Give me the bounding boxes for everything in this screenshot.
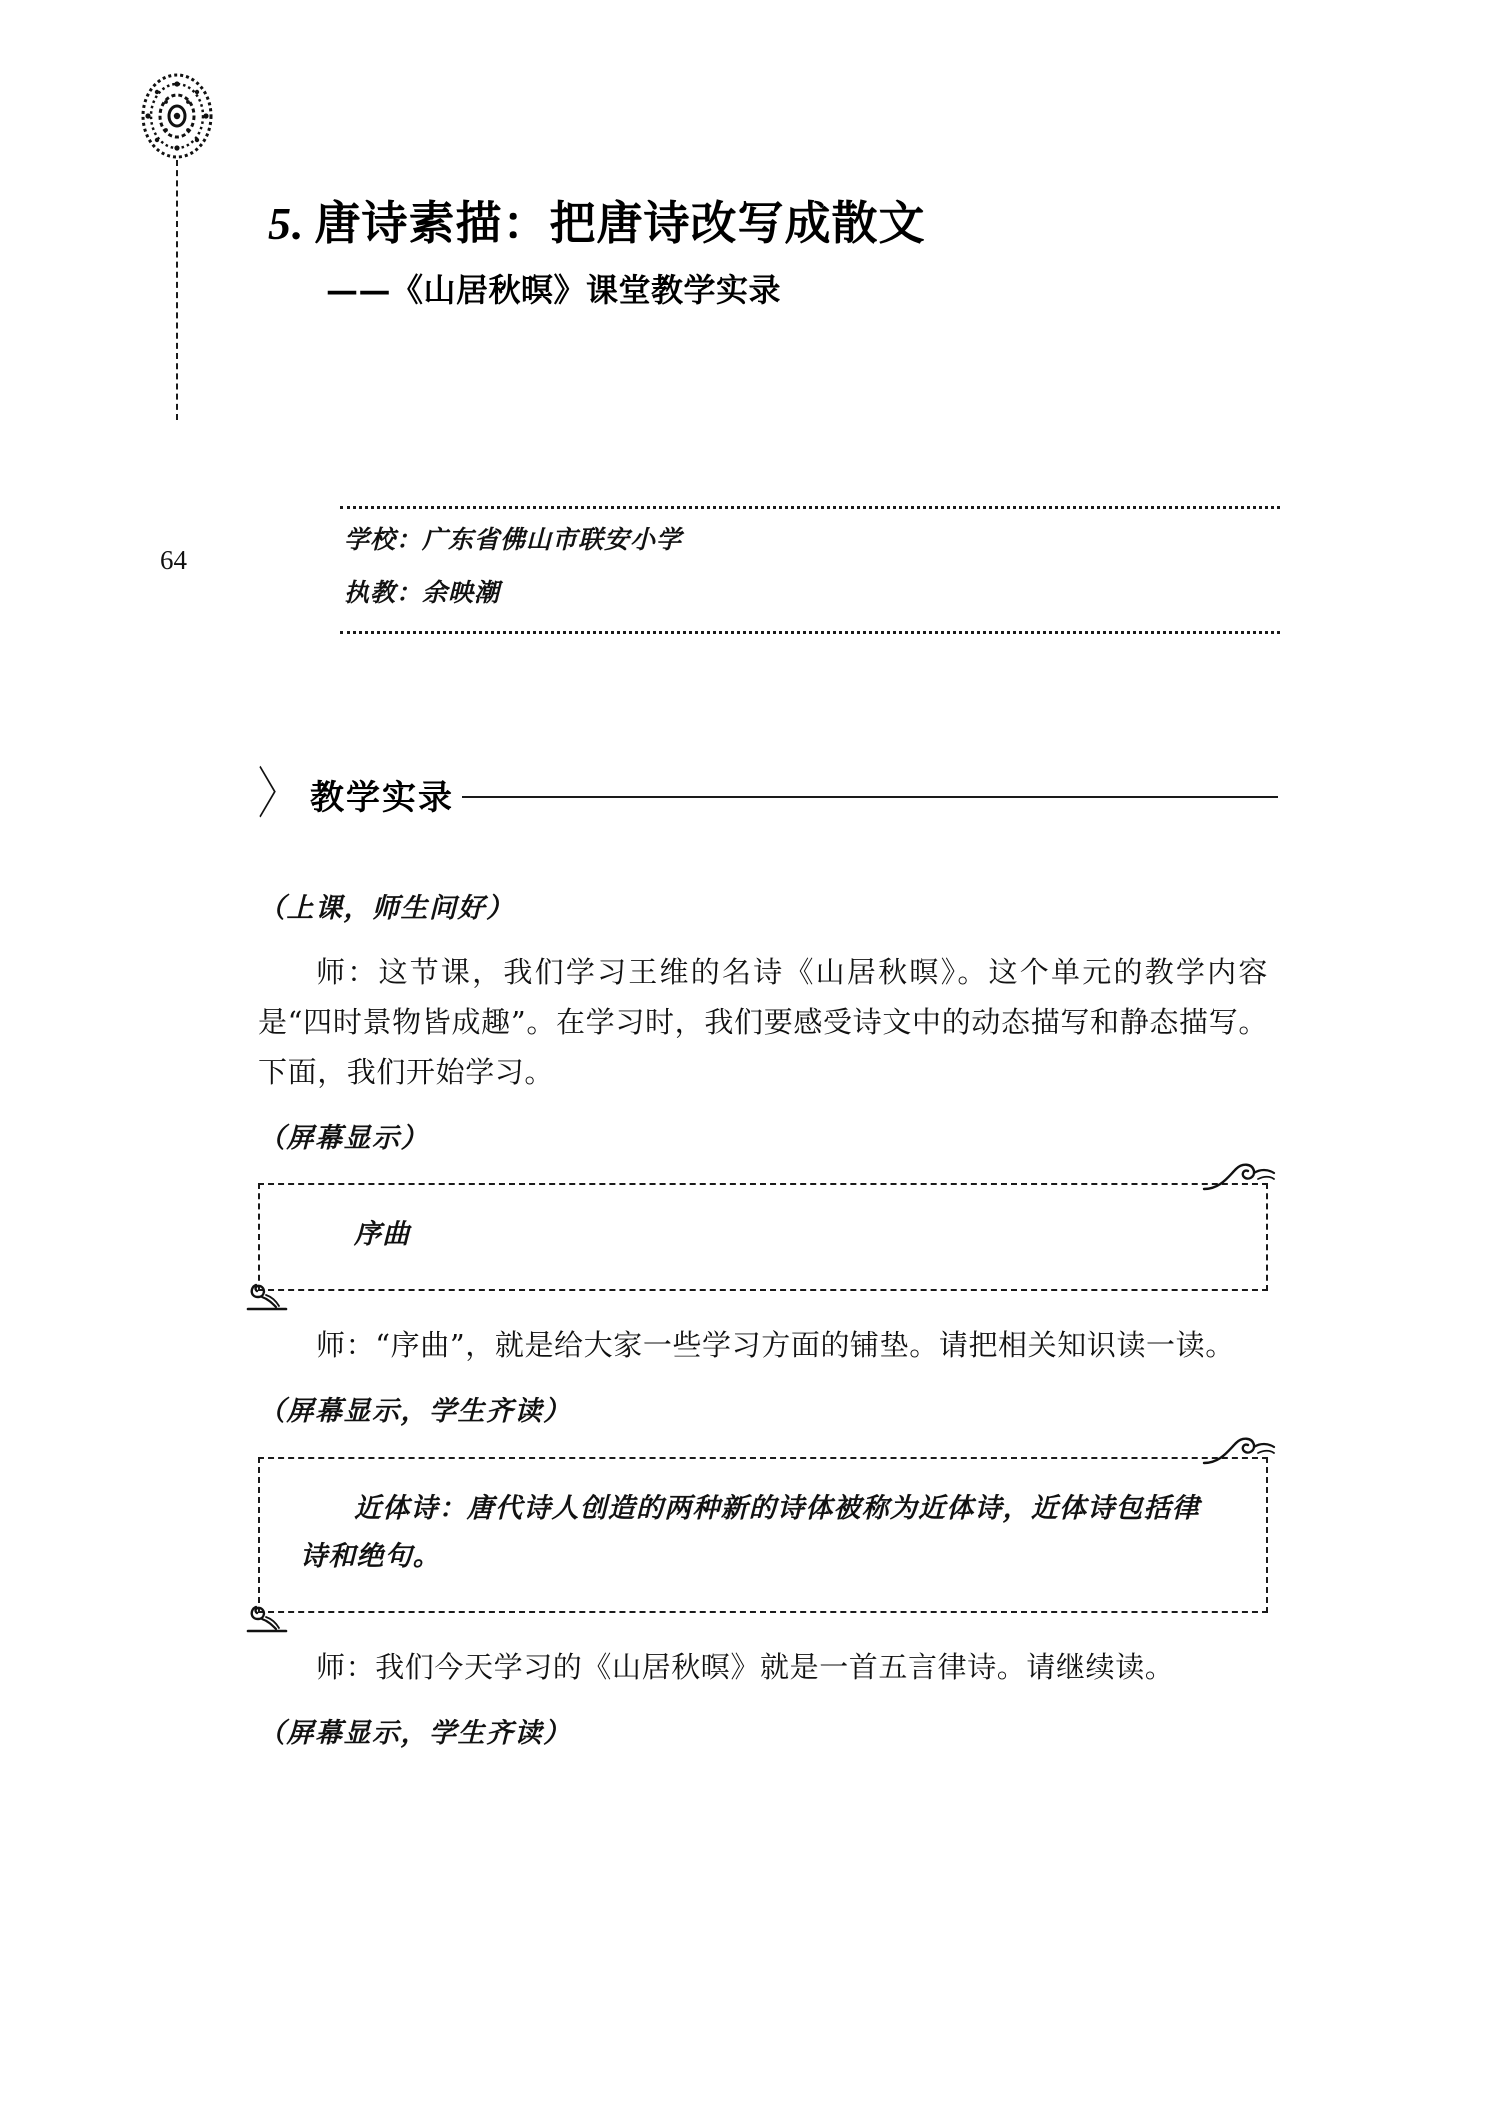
screen-display-box — [258, 1457, 1268, 1613]
stage-direction: （屏幕显示） — [258, 1122, 429, 1154]
speech-paragraph: 师：我们今天学习的《山居秋暝》就是一首五言律诗。请继续读。 — [316, 1650, 1175, 1685]
lesson-meta — [340, 506, 1280, 634]
lesson-transcript — [258, 886, 1268, 1773]
stage-direction: （屏幕显示，学生齐读） — [258, 1396, 572, 1428]
section-heading — [258, 764, 1278, 825]
corner-flourish-icon — [246, 1595, 320, 1635]
page-number: 64 — [160, 545, 187, 575]
screen-display-box — [258, 1183, 1268, 1291]
decorative-dashed-spine — [176, 160, 178, 420]
chapter-number: 5. — [268, 198, 305, 249]
section-heading-rule — [462, 796, 1278, 798]
stage-direction: （屏幕显示，学生齐读） — [258, 1718, 572, 1750]
meta-teacher: 执教：余映潮 — [344, 578, 501, 607]
screen-line: 序曲 — [354, 1219, 411, 1251]
corner-flourish-icon — [1202, 1159, 1276, 1199]
section-heading-label: 教学实录 — [310, 778, 455, 818]
screen-line: 近体诗：唐代诗人创造的两种新的诗体被称为近体诗，近体诗包括律诗和绝句。 — [300, 1493, 1200, 1573]
chevron-right-icon: 〉 — [258, 764, 297, 825]
speech-paragraph: 师：这节课，我们学习王维的名诗《山居秋暝》。这个单元的教学内容是“四时景物皆成趣”。在学习时，我们要感受诗文中的动态描写和静态描写。下面，我们开始学习。 — [258, 954, 1268, 1089]
meta-rule-bottom — [340, 631, 1280, 634]
page-title — [268, 196, 1308, 311]
stage-direction: （上课，师生问好） — [258, 893, 515, 924]
corner-flourish-icon — [1202, 1433, 1276, 1473]
title-subtitle: ——《山居秋暝》课堂教学实录 — [326, 271, 782, 310]
title-text: 唐诗素描：把唐诗改写成散文 — [314, 196, 926, 250]
title-main-line — [268, 196, 1308, 251]
speech-paragraph: 师：“序曲”，就是给大家一些学习方面的铺垫。请把相关知识读一读。 — [316, 1328, 1235, 1363]
corner-flourish-icon — [246, 1273, 320, 1313]
floral-medallion-icon — [138, 72, 216, 160]
meta-school: 学校：广东省佛山市联安小学 — [344, 525, 683, 554]
